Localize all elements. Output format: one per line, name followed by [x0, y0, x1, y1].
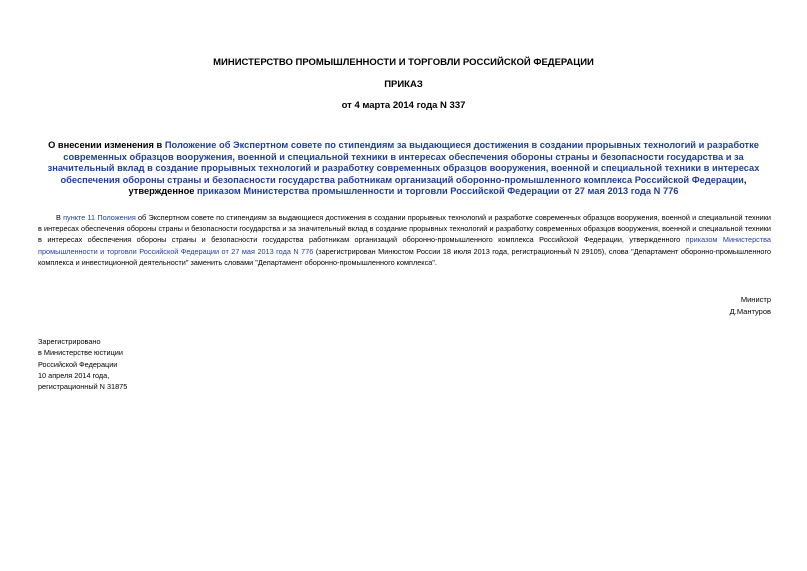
body-text-end: (зарегистрирован Минюстом России 18 июля 2013 года, регистрационный N 29105), слова "Департамент оборонно-промышленного комплекса и инвестиционной деятельности" заменить словами "Департамент оборонно-промышленного комплекса". — [38, 246, 772, 267]
registration-number: регистрационный N 31875 — [38, 382, 128, 392]
body-text-start: В — [56, 213, 64, 222]
title-text-start: О внесении изменения в — [48, 140, 165, 150]
title-link-order[interactable]: приказом Министерства промышленности и торговли Российской Федерации от 27 мая 2013 года N 776 — [197, 186, 679, 197]
ministry-heading: МИНИСТЕРСТВО ПРОМЫШЛЕННОСТИ И ТОРГОВЛИ РОССИЙСКОЙ ФЕДЕРАЦИИ — [213, 57, 594, 68]
body-link-clause[interactable]: пункте 11 Положения — [63, 213, 136, 222]
registration-line: в Министерстве юстиции — [38, 348, 123, 358]
document-type: ПРИКАЗ — [384, 79, 423, 90]
registration-line: Зарегистрировано — [38, 337, 101, 346]
registration-block — [38, 336, 127, 392]
title-text-middle: , утвержденное — [128, 174, 747, 197]
registration-date: 10 апреля 2014 года, — [38, 370, 110, 380]
signature-block — [730, 294, 771, 317]
signatory-position: Министр — [740, 295, 771, 304]
document-title — [30, 140, 777, 198]
body-link-order[interactable]: приказом Министерства промышленности и торговли Российской Федерации от 27 мая 2013 года N 776 — [38, 235, 771, 256]
body-paragraph — [38, 212, 771, 268]
body-text-middle: об Экспертном совете по стипендиям за выдающиеся достижения в создании прорывных технологий и разработке современных образцов вооружения, военной и специальной техники в интересах обеспечения обороны страны и безопасности государства и за значительный вклад в создание прорывных технологий и разработку современных образцов вооружения, военной и специальной техники в интересах обеспечения обороны страны и безопасности государства работникам организаций оборонно-промышленного комплекса Российской Федерации, утвержденного — [38, 213, 771, 245]
title-link-regulation[interactable]: Положение об Экспертном совете по стипендиям за выдающиеся достижения в создании прорывных технологий и разработке современных образцов вооружения, военной и специальной техники в интересах обеспечения обороны страны и безопасности государства и за значительный вклад в создание прорывных технологий и разработку современных образцов вооружения, военной и специальной техники в интересах обеспечения обороны страны и безопасности государства работникам организаций оборонно-промышленного комплекса Российской Федерации — [47, 140, 760, 185]
document-date: от 4 марта 2014 года N 337 — [341, 100, 466, 111]
registration-line: Российской Федерации — [38, 359, 118, 369]
signatory-name: Д.Мантуров — [729, 306, 771, 316]
